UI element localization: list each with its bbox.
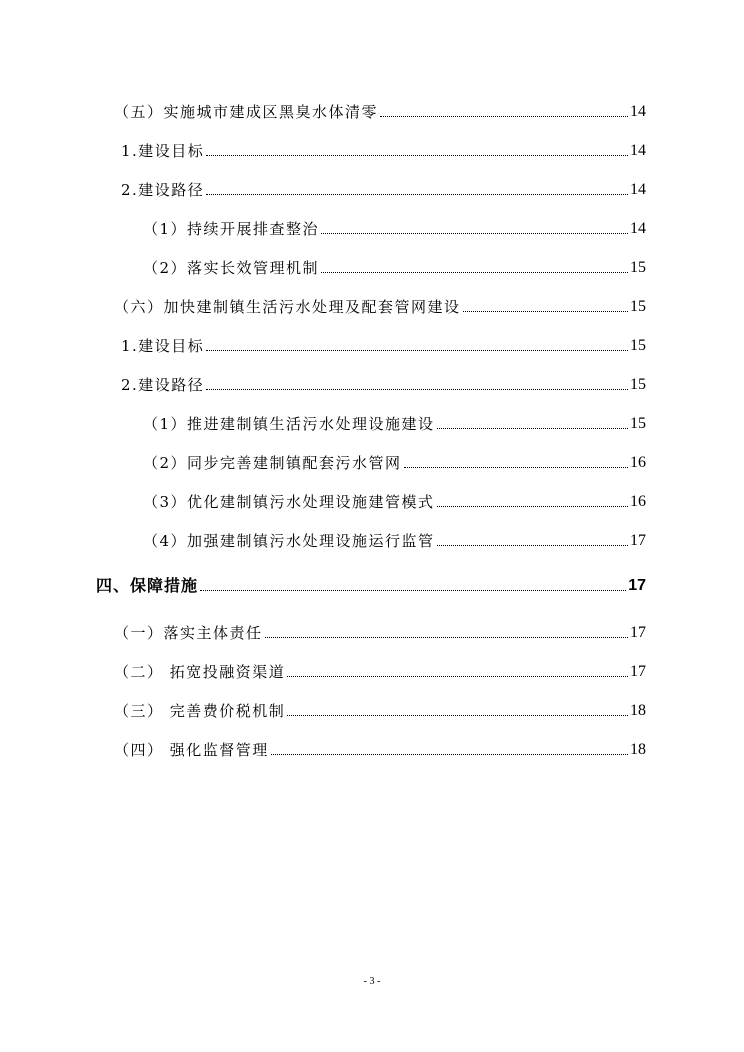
toc-entry-section-5[interactable] [114,98,646,122]
toc-entry-subitem-2[interactable] [143,254,646,278]
toc-entry-page: 15 [630,298,646,315]
toc-entry-label: （六）加快建制镇生活污水处理及配套管网建设 [114,298,461,316]
toc-entry-construction-path[interactable] [121,371,646,395]
toc-entry-page: 14 [630,220,646,237]
toc-entry-label: （三） 完善费价税机制 [114,702,286,720]
toc-entry-page: 17 [630,624,646,641]
toc-entry-subitem-1[interactable] [143,215,646,239]
toc-entry-label: （1）推进建制镇生活污水处理设施建设 [143,415,435,433]
toc-entry-subitem-4[interactable] [143,527,646,551]
toc-entry-subitem-3[interactable] [143,488,646,512]
toc-entry-page: 18 [630,741,646,758]
toc-entry-subitem-1[interactable] [143,410,646,434]
dot-leader [287,676,628,677]
toc-entry-label: （1）持续开展排查整治 [143,220,320,238]
dot-leader [404,467,628,468]
toc-entry-label: 2.建设路径 [121,376,205,394]
toc-entry-label: （一）落实主体责任 [114,624,263,642]
toc-entry-label: （五）实施城市建成区黑臭水体清零 [114,103,379,121]
toc-entry-construction-path[interactable] [121,176,646,200]
toc-entry-label: 1.建设目标 [121,337,205,355]
toc-entry-measure-4[interactable] [114,736,646,760]
toc-entry-label: 2.建设路径 [121,181,205,199]
toc-entry-subitem-2[interactable] [143,449,646,473]
toc-entry-page: 15 [630,415,646,432]
dot-leader [463,311,628,312]
toc-entry-measure-3[interactable] [114,697,646,721]
dot-leader [200,590,626,591]
dot-leader [206,155,628,156]
toc-entry-label: （2）同步完善建制镇配套污水管网 [143,454,402,472]
toc-entry-page: 15 [630,337,646,354]
dot-leader [287,715,628,716]
dot-leader [380,116,628,117]
dot-leader [437,428,628,429]
toc-entry-page: 14 [630,142,646,159]
dot-leader [321,272,628,273]
dot-leader [321,233,628,234]
toc-entry-label: （4）加强建制镇污水处理设施运行监管 [143,532,435,550]
footer-page-number: - 3 - [363,976,381,987]
toc-entry-measure-2[interactable] [114,658,646,682]
toc-entry-page: 14 [630,103,646,120]
dot-leader [437,506,628,507]
toc-entry-page: 15 [630,376,646,393]
toc-entry-page: 18 [630,702,646,719]
toc-entry-label: （2）落实长效管理机制 [143,259,320,277]
toc-entry-section-6[interactable] [114,293,646,317]
toc-entry-label: 1.建设目标 [121,142,205,160]
toc-entry-page: 15 [630,259,646,276]
dot-leader [437,545,628,546]
dot-leader [206,194,628,195]
dot-leader [206,389,628,390]
toc-entry-chapter-4[interactable] [96,572,646,596]
toc-entry-page: 16 [630,493,646,510]
toc-entry-construction-goal[interactable] [121,332,646,356]
toc-entry-label: （3）优化建制镇污水处理设施建管模式 [143,493,435,511]
toc-entry-label: （二） 拓宽投融资渠道 [114,663,286,681]
dot-leader [271,754,628,755]
toc-entry-label: 四、保障措施 [96,576,199,595]
dot-leader [265,637,628,638]
toc-entry-measure-1[interactable] [114,619,646,643]
toc-entry-page: 17 [630,663,646,680]
toc-entry-page: 16 [630,454,646,471]
toc-entry-label: （四） 强化监督管理 [114,741,269,759]
dot-leader [206,350,628,351]
toc-entry-page: 14 [630,181,646,198]
toc-entry-page: 17 [630,532,646,549]
toc-entry-page: 17 [628,577,646,594]
toc-entry-construction-goal[interactable] [121,137,646,161]
